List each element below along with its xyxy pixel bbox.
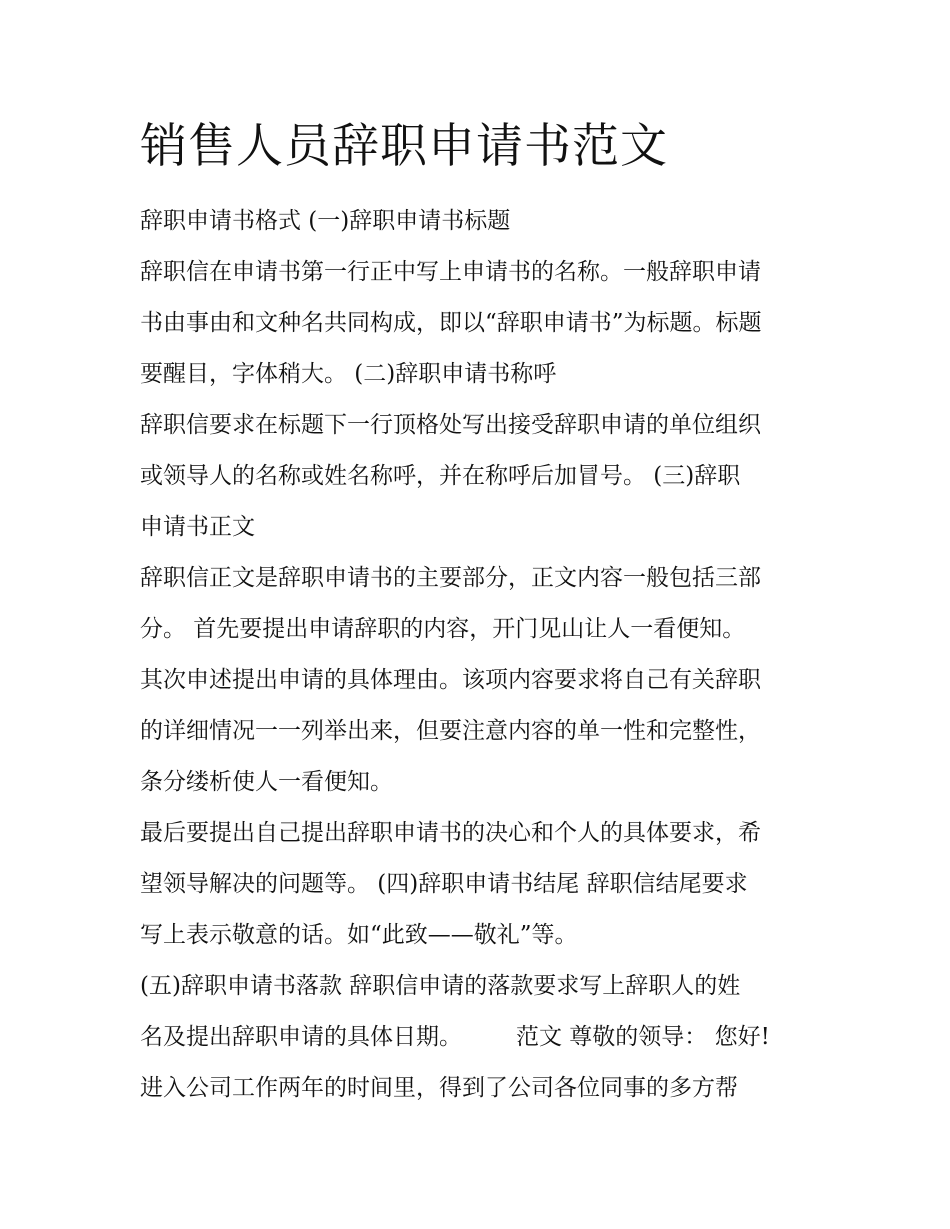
- document-body: [140, 196, 820, 1114]
- document-title: 销售人员辞职申请书范文: [140, 119, 668, 174]
- text-line: 写上表示敬意的话。如“此致——敬礼”等。: [140, 922, 578, 948]
- text-line: (五)辞职申请书落款 辞职信申请的落款要求写上辞职人的姓: [140, 973, 741, 999]
- text-line: 辞职申请书格式 (一)辞职申请书标题: [140, 208, 511, 234]
- text-line: 申请书正文: [140, 514, 255, 540]
- text-segment: 范文 尊敬的领导： 您好!: [516, 1024, 770, 1050]
- text-line: 最后要提出自己提出辞职申请书的决心和个人的具体要求，希: [140, 820, 761, 846]
- text-line: [140, 1012, 820, 1063]
- text-line: 要醒目，字体稍大。 (二)辞职申请书称呼: [140, 361, 557, 387]
- text-line: 书由事由和文种名共同构成，即以“辞职申请书”为标题。标题: [140, 310, 762, 336]
- text-line: 辞职信在申请书第一行正中写上申请书的名称。一般辞职申请: [140, 259, 761, 285]
- text-line: 条分缕析使人一看便知。: [140, 769, 393, 795]
- text-line: 辞职信正文是辞职申请书的主要部分，正文内容一般包括三部: [140, 565, 761, 591]
- text-line: 或领导人的名称或姓名称呼，并在称呼后加冒号。 (三)辞职: [140, 463, 741, 489]
- text-line: 进入公司工作两年的时间里，得到了公司各位同事的多方帮: [140, 1075, 738, 1101]
- text-line: 其次申述提出申请的具体理由。该项内容要求将自己有关辞职: [140, 667, 761, 693]
- text-line: 的详细情况一一列举出来，但要注意内容的单一性和完整性，: [140, 718, 761, 744]
- text-line: 分。 首先要提出申请辞职的内容，开门见山让人一看便知。: [140, 616, 746, 642]
- text-segment: 名及提出辞职申请的具体日期。: [140, 1024, 462, 1050]
- text-line: 辞职信要求在标题下一行顶格处写出接受辞职申请的单位组织: [140, 412, 761, 438]
- text-line: 望领导解决的问题等。 (四)辞职申请书结尾 辞职信结尾要求: [140, 871, 748, 897]
